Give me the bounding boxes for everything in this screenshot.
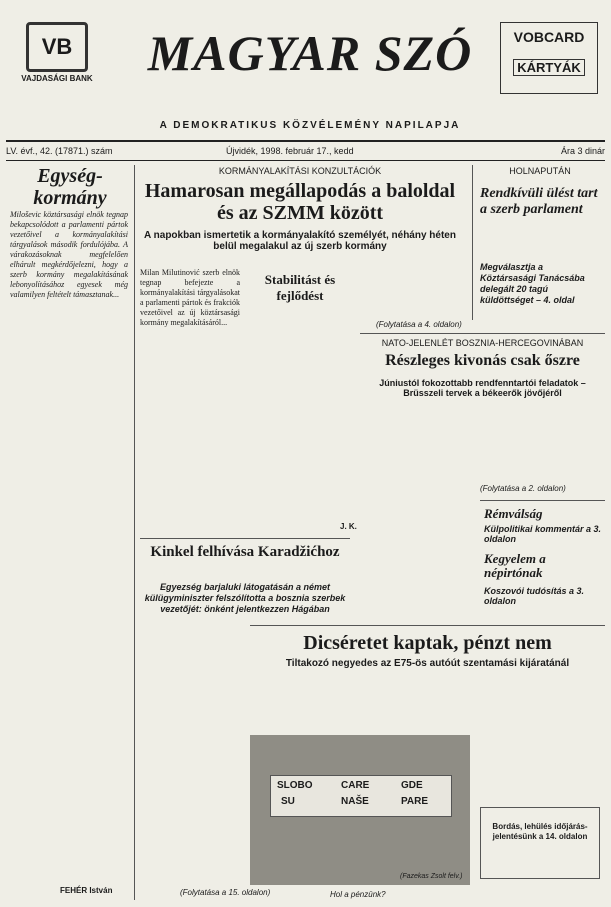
left-headline: Egység-kormány [33, 165, 107, 209]
sign-text-4: SU [281, 796, 295, 807]
vobcard-advert [500, 22, 598, 94]
bosnia-rule [360, 333, 605, 334]
newspaper-title: MAGYAR SZÓ [147, 25, 473, 81]
center-headline: Hamarosan megállapodás a baloldal és az SZMM között [144, 180, 456, 224]
bank-logo: VB [26, 22, 88, 72]
comments-head-1: Rémválság [484, 506, 543, 521]
photo-credit: (Fazekas Zsolt felv.) [400, 873, 463, 880]
volume: LV. évf., 42. (17871.) szám [6, 146, 113, 156]
photo-caption: Hol a pénzünk? [330, 890, 386, 899]
vobcard-bottom: KÁRTYÁK [513, 59, 585, 76]
weather-box [480, 807, 600, 879]
center-deck: A napokban ismertetik a kormányalakító személyét, néhány héten belül megalakul az új szerb kormány [144, 230, 456, 252]
sign-text-1: SLOBO [277, 780, 313, 791]
newspaper-subtitle: A DEMOKRATIKUS KÖZVÉLEMÉNY NAPILAPJA [159, 120, 461, 131]
price: Ára 3 dinár [560, 146, 605, 156]
center-continue: (Folytatása a 4. oldalon) [376, 320, 462, 329]
weather-text: Bordás, lehülés időjárás-jelentésünk a 14. oldalon [492, 822, 588, 841]
comments-item-2: Koszovói tudósítás a 3. oldalon [484, 586, 585, 606]
right-kicker: HOLNAPUTÁN [509, 166, 571, 176]
left-body: Miloševic köztársasági elnök tegnap bekapcsolódott a parlamenti pártok vezetőivel a kormányalakítási tárgyalások második fordulójába. A várakozásoknak megfelelően elhárult megkérdőjelezni, hogy a szerb kormány megalakításának lebonyolításához egyesek még valamilyen feltételt támasztanak... [10, 210, 128, 299]
right-headline: Rendkívüli ülést tart a szerb parlament [480, 186, 598, 217]
bank-name: VAJDASÁGI BANK [21, 74, 93, 83]
center-body: Milan Milutinović szerb elnök tegnap befejezte a kormányalakítási tárgyalásokat a parlamenti pártok és frakciók vezetőivel az új köztársasági kormány megalakításáról... [140, 268, 240, 327]
meta-rule [6, 160, 605, 161]
left-author: FEHÉR István [60, 886, 113, 895]
masthead-rule [6, 140, 605, 142]
side-signature: J. K. [340, 522, 357, 531]
side-headline: Stabilitást és fejlődést [264, 272, 336, 303]
left-headline-block [10, 165, 130, 209]
kinkel-deck: Egyezség barjaluki látogatásán a német külügyminiszter felszólította a bosznia szerbek vezetőjét: önként jelentkezzen Hágában [144, 582, 346, 614]
comments-head-2: Kegyelem a népirtónak [484, 551, 546, 580]
right-item: Megválasztja a Köztársasági Tanácsába delegált 20 tagú küldöttséget – 4. oldal [480, 262, 585, 305]
bottom-deck: Tiltakozó negyedes az E75-ös autóút szentamási kijáratánál [285, 658, 570, 669]
bank-advert [12, 22, 102, 83]
sign-text-5: NAŠE [341, 796, 369, 807]
bosnia-kicker: NATO-JELENLÉT BOSZNIA-HERCEGOVINÁBAN [381, 338, 584, 348]
bosnia-deck: Júniustól fokozottabb rendfenntartói feladatok – Brüsszeli tervek a békeerők jövőjéről [379, 378, 586, 398]
divider-left [134, 165, 135, 900]
sign-text-6: PARE [401, 796, 429, 807]
comments-item-1: Külpolitikai kommentár a 3. oldalon [484, 524, 602, 544]
issue-date: Újvidék, 1998. február 17., kedd [226, 146, 354, 156]
protest-photo [250, 735, 470, 885]
comments-rule [480, 500, 605, 501]
vobcard-top: VOBCARD [513, 29, 585, 45]
bosnia-continue: (Folytatása a 2. oldalon) [480, 484, 566, 493]
bottom-headline: Dicséretet kaptak, pénzt nem [303, 632, 552, 654]
center-kicker: KORMÁNYALAKÍTÁSI KONZULTÁCIÓK [218, 166, 382, 176]
divider-right-top [472, 165, 473, 320]
sign-text-3: GDE [401, 780, 423, 791]
kinkel-headline: Kinkel felhívása Karadžićhoz [150, 544, 340, 560]
kinkel-continue: (Folytatása a 15. oldalon) [180, 888, 271, 897]
protest-sign [270, 775, 452, 817]
kinkel-rule [140, 538, 350, 539]
bottom-rule [250, 625, 605, 626]
bosnia-headline: Részleges kivonás csak őszre [385, 352, 580, 369]
sign-text-2: CARE [341, 780, 370, 791]
